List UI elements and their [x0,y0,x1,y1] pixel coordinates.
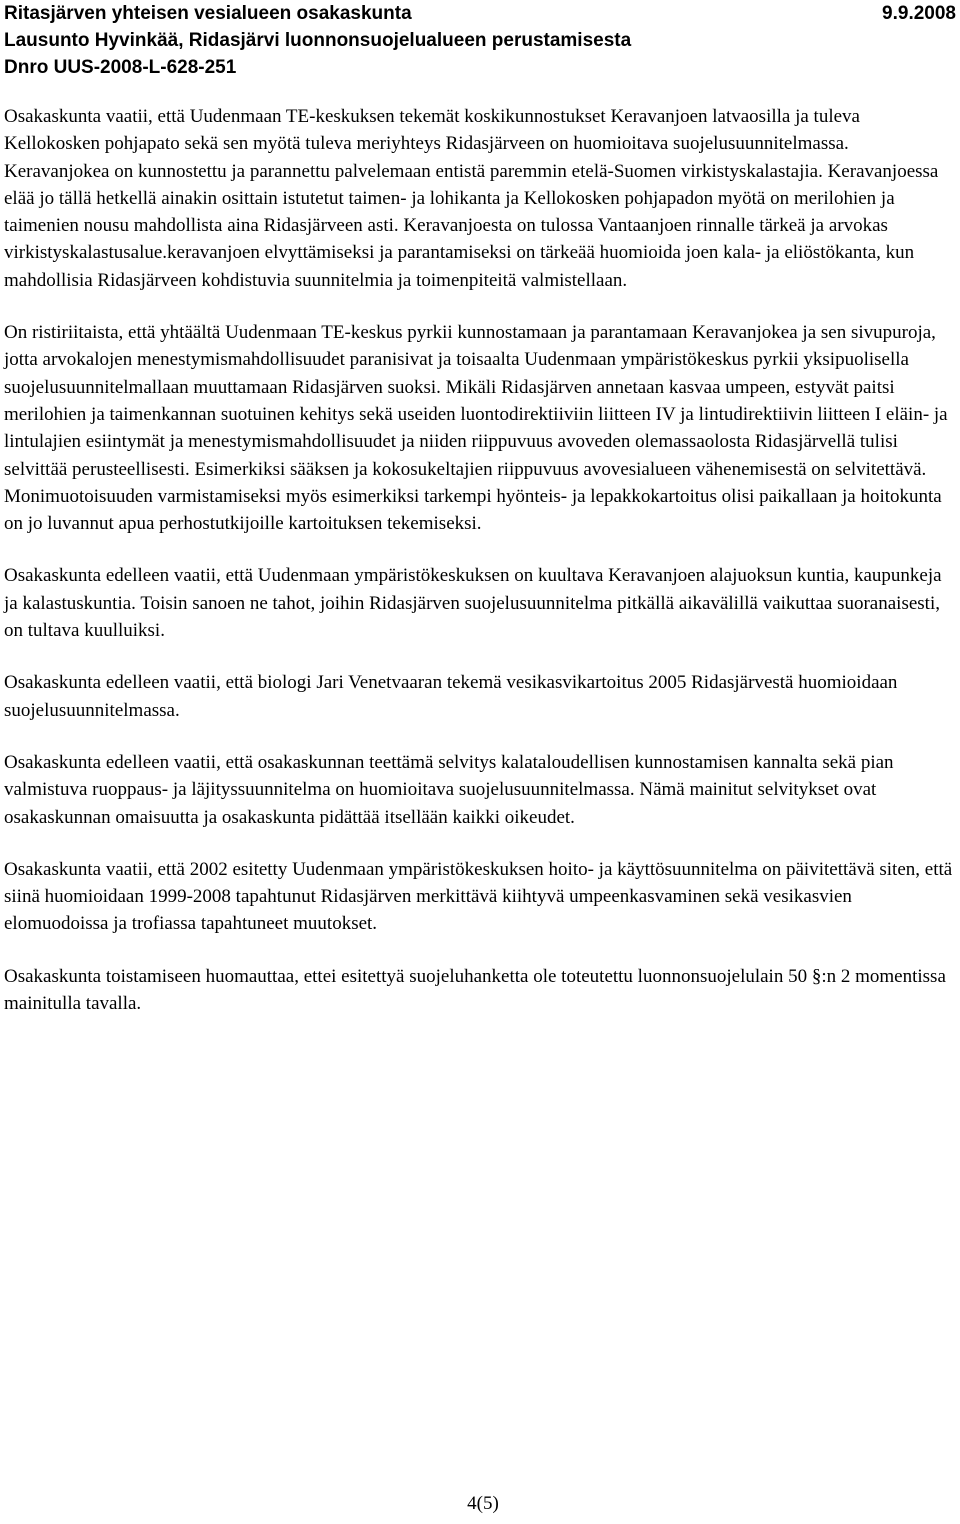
header-line-1 [4,0,956,27]
organization-name: Ritasjärven yhteisen vesialueen osakaskunta [4,3,412,24]
paragraph-5: Osakaskunta edelleen vaatii, että osakaskunnan teettämä selvitys kalataloudellisen kunnostamisen kannalta sekä pian valmistuva ruoppaus- ja läjityssuunnitelma on huomioitava suojelusuunnitelmassa. Nämä mainitut selvitykset ovat osakaskunnan omaisuutta ja osakaskunta pidättää itsellään kaikki oikeudet. [4,751,894,828]
header-line-3 [4,54,956,81]
paragraph-6: Osakaskunta vaatii, että 2002 esitetty Uudenmaan ympäristökeskuksen hoito- ja käyttösuunnitelma on päivitettävä siten, että siinä huomioidaan 1999-2008 tapahtunut Ridasjärven merkittävä kiihtyvä umpeenkasvaminen sekä vesikasvien elomuodoissa ja trofiassa tapahtuneet muutokset. [4,858,953,935]
reference-number: Dnro UUS-2008-L-628-251 [4,57,237,78]
paragraph-1: Osakaskunta vaatii, että Uudenmaan TE-keskuksen tekemät koskikunnostukset Keravanjoen latvaosilla ja tuleva Kellokosken pohjapato sekä sen myötä tuleva meriyhteys Ridasjärveen on huomioitava suojelusuunnitelmassa. Keravanjokea on kunnostettu ja parannettu palvelemaan entistä paremmin etelä-Suomen virkistyskalastajia. Keravanjoessa elää jo tällä hetkellä ainakin osittain istutetut taimen- ja lohikanta ja Kellokosken pohjapadon myötä on merilohien ja taimenien nousu mahdollista aina Ridasjärveen asti. Keravanjoesta on tulossa Vantaanjoen rinnalle tärkeä ja arvokas virkistyskalastusalue.keravanjoen elvyttämiseksi ja parantamiseksi on tärkeää huomioida joen kala- ja eliöstökanta, kun mahdollisia Ridasjärveen kohdistuvia suunnitelmia ja toimenpiteitä valmistellaan. [4,106,939,291]
paragraph-7: Osakaskunta toistamiseen huomauttaa, ettei esitettyä suojeluhanketta ole toteutettu luonnonsuojelulain 50 §:n 2 momentissa mainitulla tavalla. [4,965,946,1015]
document-date: 9.9.2008 [882,3,956,24]
document-title: Lausunto Hyvinkää, Ridasjärvi luonnonsuojelualueen perustamisesta [4,30,632,51]
header-line-2 [4,27,956,54]
page-footer [0,1492,960,1516]
paragraph-4: Osakaskunta edelleen vaatii, että biologi Jari Venetvaaran tekemä vesikasvikartoitus 2005 Ridasjärvestä huomioidaan suojelusuunnitelmassa. [4,672,898,721]
document-header [4,0,956,81]
page-number: 4(5) [467,1493,499,1514]
document-body [4,103,956,1042]
paragraph-2: On ristiriitaista, että yhtäältä Uudenmaan TE-keskus pyrkii kunnostamaan ja parantamaan Keravanjokea ja sen sivupuroja, jotta arvokalojen menestymismahdollisuudet paranisivat ja toisaalta Uudenmaan ympäristökeskus pyrkii yksipuolisella suojelusuunnitelmallaan muuttamaan Ridasjärven suoksi. Mikäli Ridasjärven annetaan kasvaa umpeen, estyvät paitsi merilohien ja taimenkannan suotuinen kehitys sekä useiden luontodirektiiviin liitteen IV ja lintudirektiivin liitteen I eläin- ja lintulajien esiintymät ja menestymismahdollisuudet ja niiden riippuvuus avoveden olemassaolosta Ridasjärvellä tulisi selvittää perusteellisesti. Esimerkiksi sääksen ja kokosukeltajien riippuvuus avovesialueen vähenemisestä on selvitettävä. Monimuotoisuuden varmistamiseksi myös esimerkiksi tarkempi hyönteis- ja lepakkokartoitus olisi paikallaan ja hoitokunta on jo luvannut apua perhostutkijoille kartoituksen tekemiseksi. [4,322,948,535]
paragraph-3: Osakaskunta edelleen vaatii, että Uudenmaan ympäristökeskuksen on kuultava Keravanjoen alajuoksun kuntia, kaupunkeja ja kalastuskuntia. Toisin sanoen ne tahot, joihin Ridasjärven suojelusuunnitelma pitkällä aikavälillä vaikuttaa suoranaisesti, on tultava kuulluiksi. [4,565,942,642]
